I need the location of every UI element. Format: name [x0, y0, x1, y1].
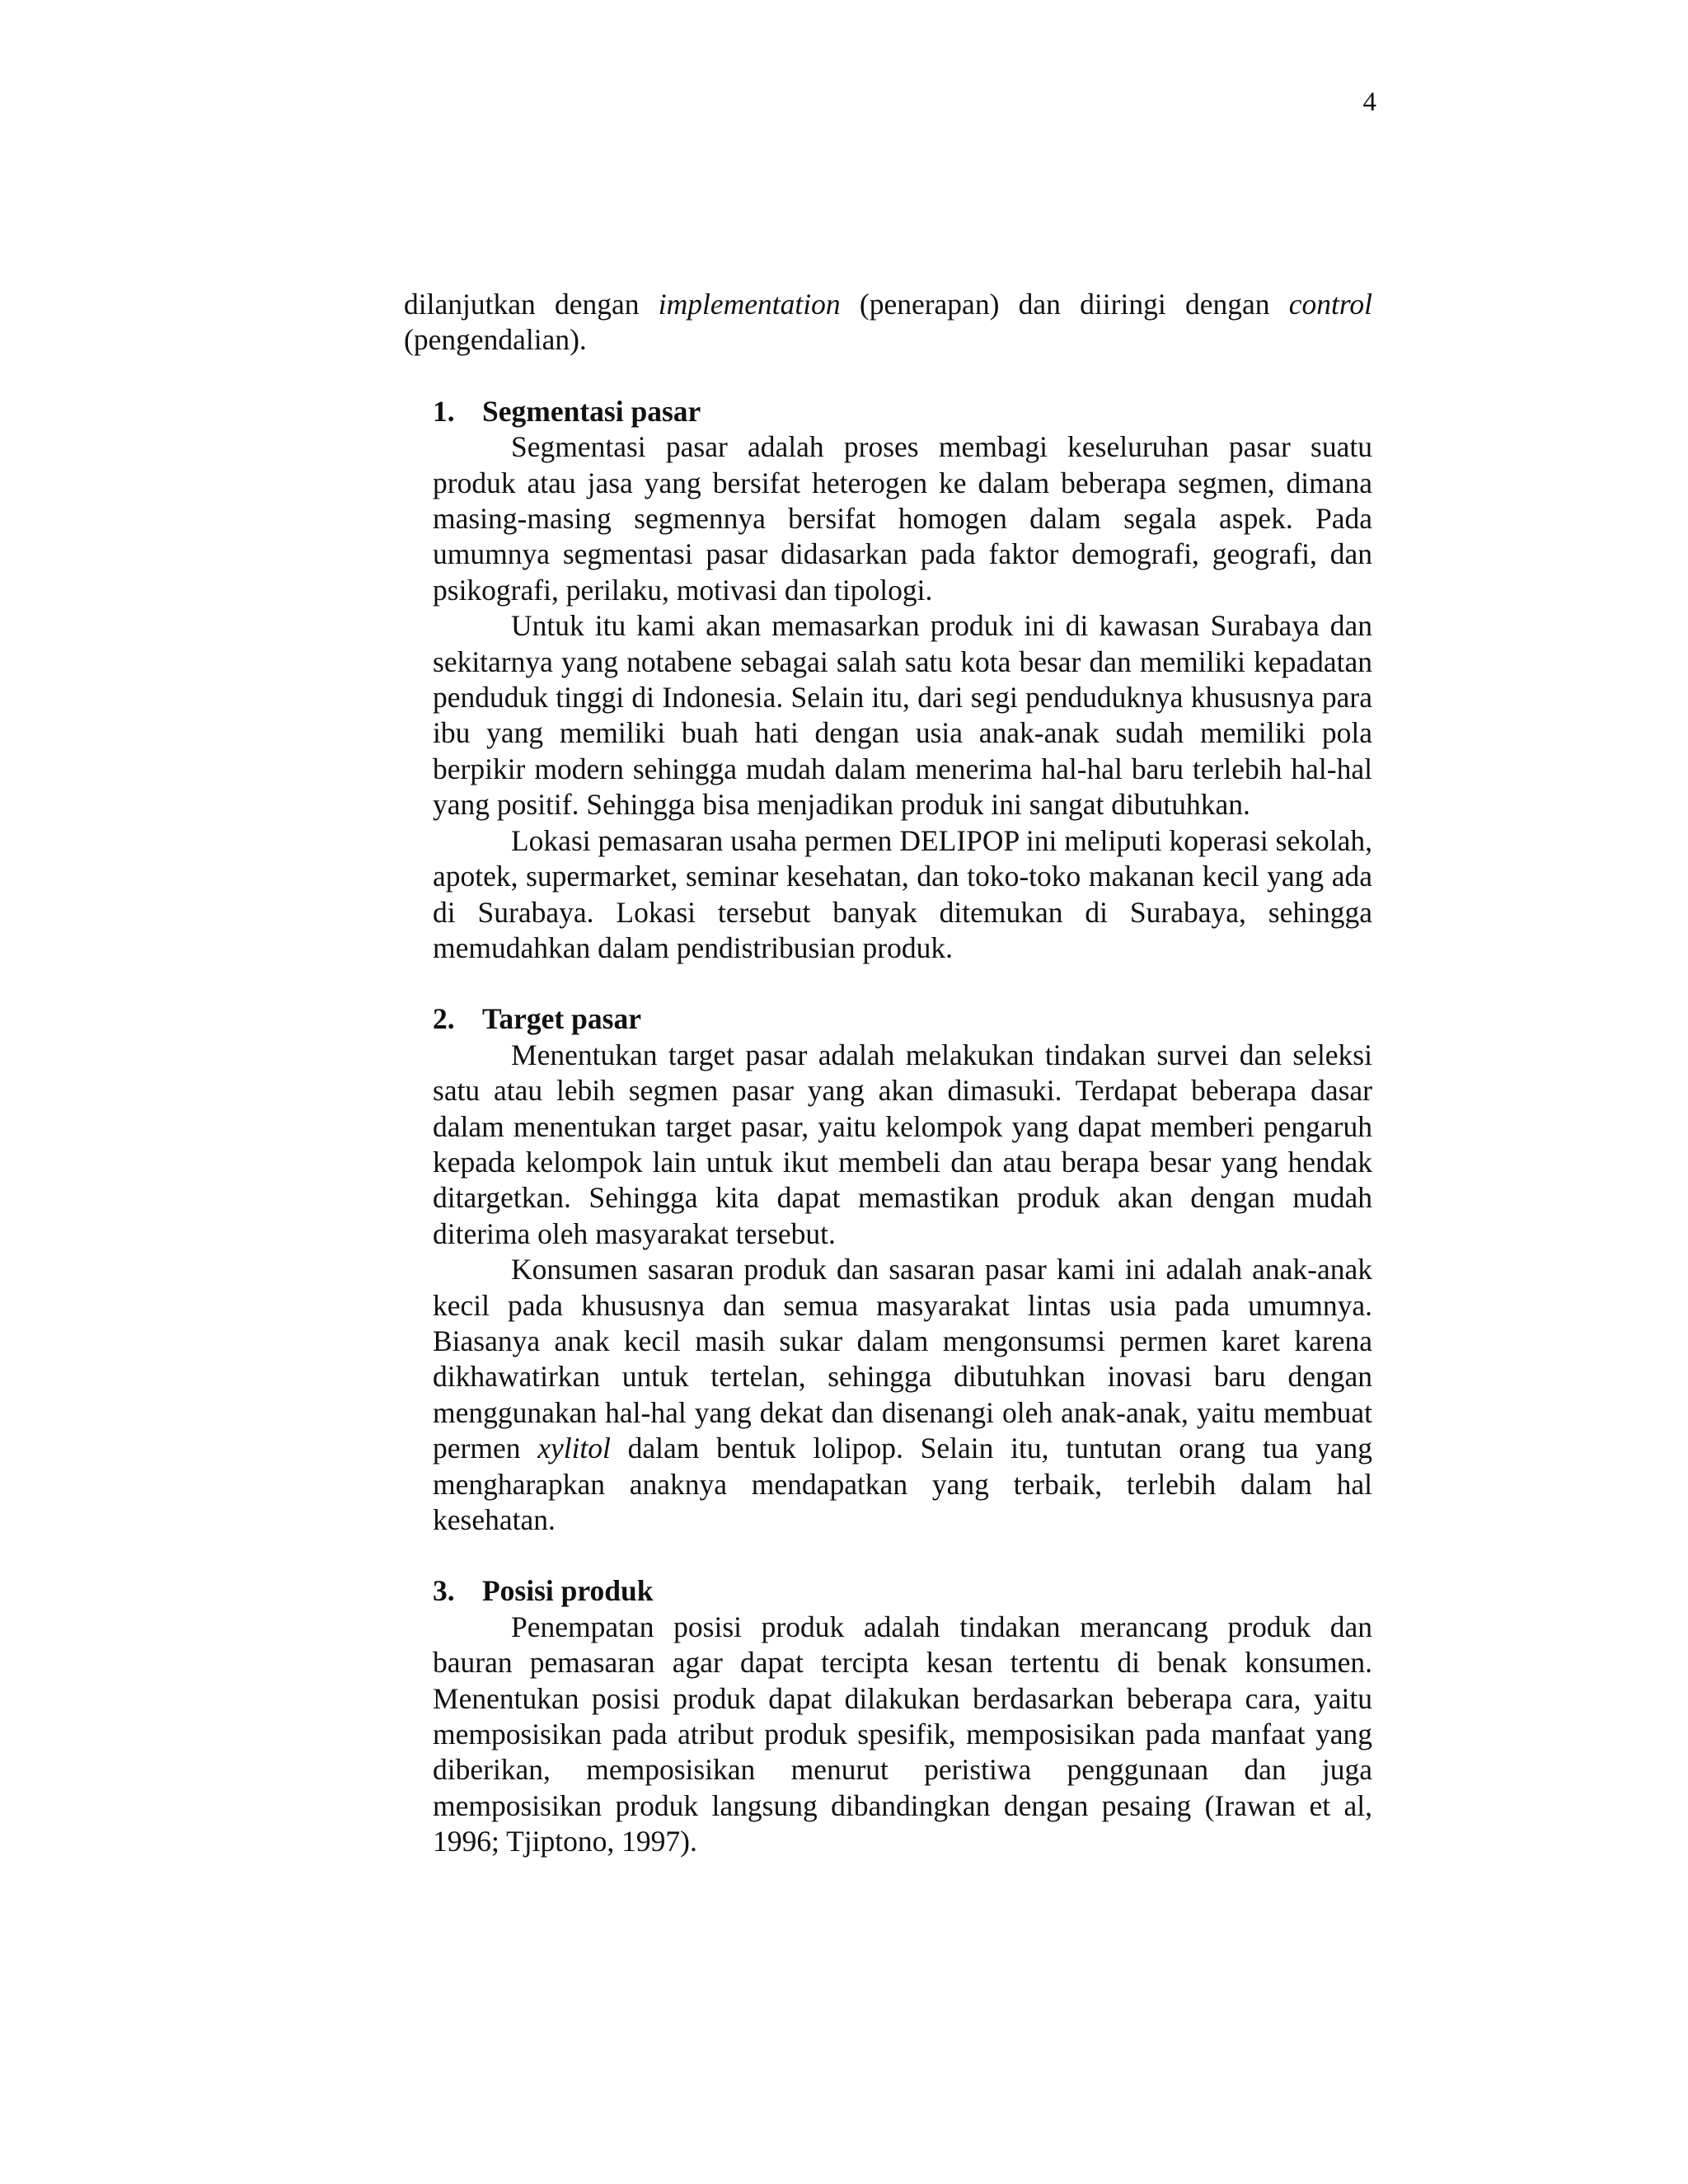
section-segmentasi-pasar	[433, 394, 1372, 967]
section-title: Segmentasi pasar	[482, 394, 701, 428]
document-body	[404, 287, 1372, 1860]
paragraph: Untuk itu kami akan memasarkan produk ini di kawasan Surabaya dan sekitarnya yang notabene sebagai salah satu kota besar dan memiliki kepadatan penduduk tinggi di Indonesia. Selain itu, dari segi penduduknya khususnya para ibu yang memiliki buah hati dengan usia anak-anak sudah memiliki pola berpikir modern sehingga mudah dalam menerima hal-hal baru terlebih hal-hal yang positif. Sehingga bisa menjadikan produk ini sangat dibutuhkan.	[433, 609, 1372, 822]
paragraph	[433, 1252, 1372, 1538]
paragraph: Lokasi pemasaran usaha permen DELIPOP ini meliputi koperasi sekolah, apotek, supermarket, seminar kesehatan, dan toko-toko makanan kecil yang ada di Surabaya. Lokasi tersebut banyak ditemukan di Surabaya, sehingga memudahkan dalam pendistribusian produk.	[433, 823, 1372, 964]
section-title: Posisi produk	[482, 1574, 654, 1608]
paragraph-text-2: dalam bentuk lolipop. Selain itu, tuntutan orang tua yang mengharapkan anaknya mendapatkan yang terbaik, terlebih dalam hal kesehatan.	[433, 1432, 1372, 1536]
paragraph: Segmentasi pasar adalah proses membagi keseluruhan pasar suatu produk atau jasa yang bersifat heterogen ke dalam beberapa segmen, dimana masing-masing segmennya bersifat homogen dalam segala aspek. Pada umumnya segmentasi pasar didasarkan pada faktor demografi, geografi, dan psikografi, perilaku, motivasi dan tipologi.	[433, 430, 1372, 607]
intro-term-implementation: implementation	[658, 288, 841, 321]
section-title: Target pasar	[482, 1002, 641, 1036]
intro-paragraph	[404, 287, 1372, 359]
section-number: 3.	[433, 1574, 455, 1608]
section-number: 2.	[433, 1002, 455, 1036]
page-number: 4	[1362, 87, 1376, 117]
section-target-pasar	[433, 1001, 1372, 1538]
intro-text-3: (pengendalian).	[404, 323, 587, 357]
term-xylitol: xylitol	[537, 1432, 611, 1465]
paragraph: Menentukan target pasar adalah melakukan tindakan survei dan seleksi satu atau lebih segmen pasar yang akan dimasuki. Terdapat beberapa dasar dalam menentukan target pasar, yaitu kelompok yang dapat memberi pengaruh kepada kelompok lain untuk ikut membeli dan atau berapa besar yang hendak ditargetkan. Sehingga kita dapat memastikan produk akan dengan mudah diterima oleh masyarakat tersebut.	[433, 1038, 1372, 1250]
intro-text-2: (penerapan) dan diiringi dengan	[840, 288, 1289, 321]
section-heading	[433, 1573, 1372, 1609]
section-number: 1.	[433, 394, 455, 428]
intro-term-control: control	[1288, 288, 1372, 321]
paragraph-text-1: Konsumen sasaran produk dan sasaran pasar kami ini adalah anak-anak kecil pada khususnya dan semua masyarakat lintas usia pada umumnya. Biasanya anak kecil masih sukar dalam mengonsumsi permen karet karena dikhawatirkan untuk tertelan, sehingga dibutuhkan inovasi baru dengan menggunakan hal-hal yang dekat dan disenangi oleh anak-anak, yaitu membuat permen	[433, 1253, 1372, 1465]
intro-text-1: dilanjutkan dengan	[404, 288, 659, 321]
section-heading	[433, 394, 1372, 429]
paragraph: Penempatan posisi produk adalah tindakan merancang produk dan bauran pemasaran agar dapat tercipta kesan tertentu di benak konsumen. Menentukan posisi produk dapat dilakukan berdasarkan beberapa cara, yaitu memposisikan pada atribut produk spesifik, memposisikan pada manfaat yang diberikan, memposisikan menurut peristiwa penggunaan dan juga memposisikan produk langsung dibandingkan dengan pesaing (Irawan et al, 1996; Tjiptono, 1997).	[433, 1610, 1372, 1858]
section-heading	[433, 1001, 1372, 1037]
section-posisi-produk	[433, 1573, 1372, 1859]
